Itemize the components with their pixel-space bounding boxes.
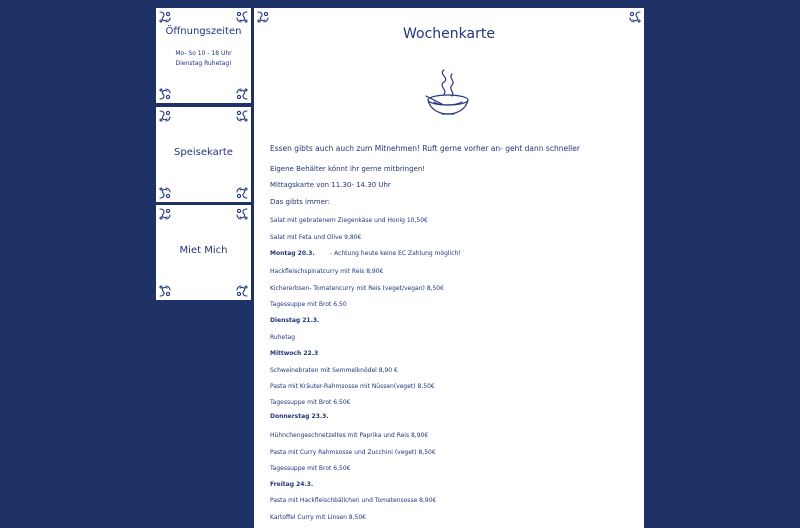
rent-tile-link[interactable]	[156, 205, 251, 300]
menu-item: Hackfleischspinatcurry mit Reis 8,90€	[270, 268, 384, 275]
rent-tile-label: Miet Mich	[179, 245, 228, 256]
menu-item: Pasta mit Curry Rahmsosse und Zucchini (veget) 8,50€	[270, 449, 436, 456]
day-heading: Freitag 24.3.	[270, 481, 314, 488]
ornament-icon	[235, 284, 249, 298]
opening-hours-tile[interactable]	[156, 8, 251, 103]
menu-item: Hühnchengeschnetzeltes mit Paprika und Reis 8,90€	[270, 432, 429, 439]
intro-text: Essen gibts auch auch zum Mitnehmen! Ruft gerne vorher an- geht dann schneller	[270, 144, 580, 153]
ornament-icon	[158, 109, 172, 123]
menu-item: Tagessuppe mit Brot 6,50	[270, 301, 347, 308]
menu-item: Pasta mit Hackfleischbällchen und Tomatensosse 8,90€	[270, 497, 437, 504]
ornament-icon	[158, 284, 172, 298]
menu-item: Tagessuppe mit Brot 6,50€	[270, 465, 351, 472]
menu-item: Salat mit gebratenem Ziegenkäse und Honig 10,50€	[270, 217, 428, 224]
ornament-icon	[158, 207, 172, 221]
ornament-icon	[235, 87, 249, 101]
day-heading: Dienstag 21.3.	[270, 317, 320, 324]
ornament-icon	[158, 87, 172, 101]
ornament-icon	[158, 186, 172, 200]
ornament-icon	[235, 186, 249, 200]
day-note: - Achtung heute keine EC Zahlung möglich!	[330, 250, 461, 257]
day-heading: Mittwoch 22.3	[270, 350, 319, 357]
menu-item: Kartoffel Curry mit Linsen 8,50€	[270, 514, 366, 521]
intro-text: Mittagskarte von 11.30- 14.30 Uhr	[270, 181, 391, 189]
menu-tile-label: Speisekarte	[174, 147, 233, 158]
soup-bowl-icon	[424, 66, 474, 118]
opening-hours-line: Mo- So 10 - 18 Uhr	[175, 50, 232, 57]
closed-day-note: Dienstag Ruhetag!	[175, 60, 232, 67]
intro-text: Eigene Behälter könnt ihr gerne mitbringen!	[270, 165, 426, 173]
menu-item: Schweinebraten mit Semmelknödel 8,90 €	[270, 367, 398, 374]
day-heading: Donnerstag 23.3.	[270, 413, 329, 420]
menu-item: Tagessuppe mit Brot 6.50€	[270, 399, 351, 406]
ornament-icon	[235, 10, 249, 24]
ornament-icon	[628, 10, 642, 24]
ornament-icon	[235, 207, 249, 221]
menu-tile-link[interactable]	[156, 107, 251, 202]
page-title: Wochenkarte	[403, 26, 495, 42]
intro-text: Das gibts immer:	[270, 198, 331, 206]
opening-hours-title: Öffnungszeiten	[165, 26, 242, 37]
menu-item: Pasta mit Kräuter-Rahmsosse mit Nüssen(veget) 8,50€	[270, 383, 435, 390]
menu-item: Salat mit Feta und Olive 9,80€	[270, 234, 362, 241]
ornament-icon	[158, 10, 172, 24]
weekly-menu-panel	[254, 8, 644, 528]
ornament-icon	[256, 10, 270, 24]
menu-item: Kichererbsen- Tomatencurry mit Reis (veget/vegan) 8,50€	[270, 285, 444, 292]
ornament-icon	[235, 109, 249, 123]
menu-item: Ruhetag	[270, 334, 296, 341]
day-heading: Montag 20.3.	[270, 250, 315, 257]
